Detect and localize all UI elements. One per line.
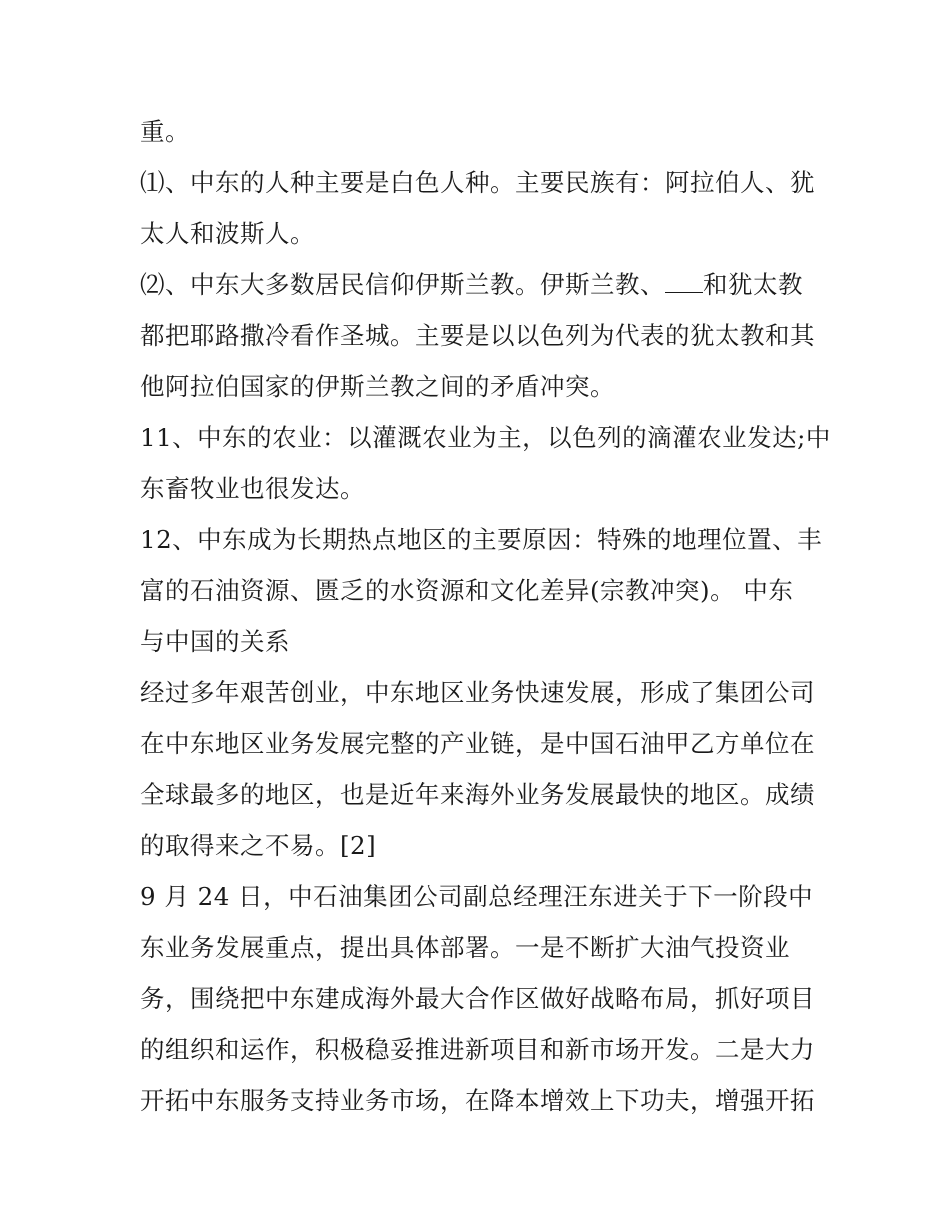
text-line: 开拓中东服务支持业务市场，在降本增效上下功夫，增强开拓 xyxy=(140,1086,815,1115)
text-line: 重。 xyxy=(140,117,190,146)
text-line: 在中东地区业务发展完整的产业链，是中国石油甲乙方单位在 xyxy=(140,729,815,758)
text-line: 9 月 24 日，中石油集团公司副总经理汪东进关于下一阶段中 xyxy=(140,882,814,911)
text-line: 12、中东成为长期热点地区的主要原因：特殊的地理位置、丰 xyxy=(140,525,823,554)
text-line: 都把耶路撒冷看作圣城。主要是以以色列为代表的犹太教和其 xyxy=(140,321,815,350)
text-line: 的组织和运作，积极稳妥推进新项目和新市场开发。二是大力 xyxy=(140,1035,815,1064)
text-line-with-blank xyxy=(140,259,830,310)
line-text-before-blank: ⑵、中东大多数居民信仰伊斯兰教。伊斯兰教、 xyxy=(140,270,665,299)
text-line: 的取得来之不易。[2] xyxy=(140,831,377,860)
text-line: 11、中东的农业：以灌溉农业为主，以色列的滴灌农业发达;中 xyxy=(140,423,831,452)
line-text-after-blank: 和犹太教 xyxy=(703,270,803,299)
text-line: 全球最多的地区，也是近年来海外业务发展最快的地区。成绩 xyxy=(140,780,815,809)
text-line: 他阿拉伯国家的伊斯兰教之间的矛盾冲突。 xyxy=(140,372,615,401)
text-line: 富的石油资源、匮乏的水资源和文化差异(宗教冲突)。 中东 xyxy=(140,576,794,605)
text-line: 经过多年艰苦创业，中东地区业务快速发展，形成了集团公司 xyxy=(140,678,815,707)
text-line: 东畜牧业也很发达。 xyxy=(140,474,365,503)
fill-in-blank xyxy=(665,270,703,293)
text-line: ⑴、中东的人种主要是白色人种。主要民族有：阿拉伯人、犹 xyxy=(140,168,815,197)
text-line: 务，围绕把中东建成海外最大合作区做好战略布局，抓好项目 xyxy=(140,984,815,1013)
section-heading: 与中国的关系 xyxy=(140,627,290,656)
text-line: 太人和波斯人。 xyxy=(140,219,315,248)
text-line: 东业务发展重点，提出具体部署。一是不断扩大油气投资业 xyxy=(140,933,790,962)
document-body xyxy=(140,106,830,1126)
